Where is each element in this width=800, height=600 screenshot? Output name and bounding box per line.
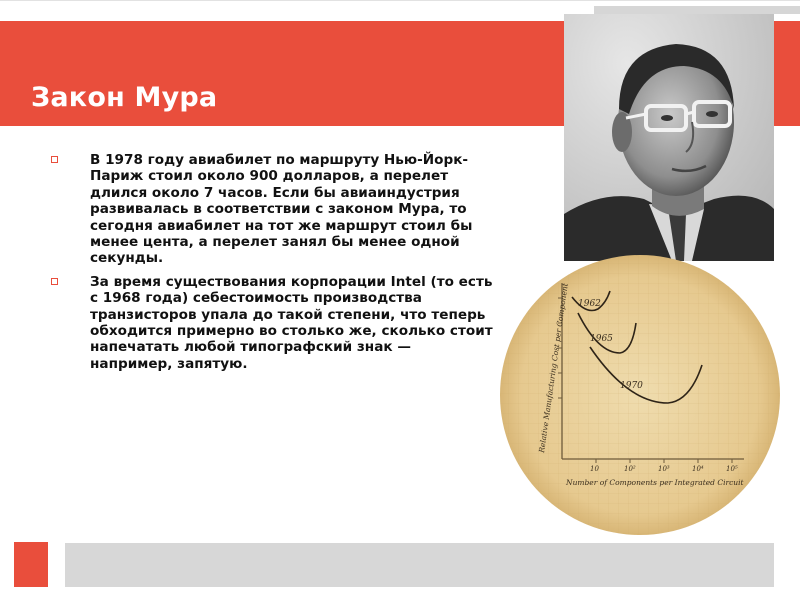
footer-red-block xyxy=(14,542,48,587)
bullet-marker-icon xyxy=(51,156,58,163)
x-tick-label: 10⁴ xyxy=(692,465,704,473)
y-axis-label: Relative Manufacturing Cost per Component xyxy=(537,282,570,454)
x-tick-label: 10⁵ xyxy=(726,465,738,473)
portrait-photo xyxy=(564,14,774,261)
moores-law-graph xyxy=(498,253,783,538)
footer-grey-bar xyxy=(65,543,774,587)
curve-label-1962: 1962 xyxy=(578,299,601,309)
bullet-text: За время существования корпорации Intel (то есть с 1968 года) себестоимость производства транзисторов упала до такой степени, что теперь обходится примерно во столько же, сколько стоит напечатать любой типографский знак — например, запятую. xyxy=(90,273,493,372)
bullet-marker-icon xyxy=(51,278,58,285)
graph-image xyxy=(498,253,783,538)
curve-label-1970: 1970 xyxy=(620,381,643,391)
bullet-item xyxy=(47,152,494,267)
bullet-text: В 1978 году авиабилет по маршруту Нью-Йорк-Париж стоил около 900 долларов, а перелет длился около 7 часов. Если бы авиаиндустрия развивалась в соответствии с законом Мура, то сегодня авиабилет на тот же маршрут стоил бы менее цента, а перелет занял бы менее одной секунды. xyxy=(90,152,473,267)
curve-label-1965: 1965 xyxy=(590,334,613,344)
top-divider xyxy=(0,0,800,1)
bullet-item xyxy=(47,274,494,372)
x-tick-label: 10² xyxy=(624,465,636,473)
x-tick-label: 10³ xyxy=(658,465,670,473)
top-grey-bar xyxy=(594,6,800,14)
x-axis-label: Number of Components per Integrated Circuit xyxy=(566,478,744,487)
x-tick-label: 10 xyxy=(590,465,599,473)
slide-title: Закон Мура xyxy=(31,82,218,113)
portrait-image xyxy=(564,14,774,261)
bullet-list xyxy=(47,152,494,379)
